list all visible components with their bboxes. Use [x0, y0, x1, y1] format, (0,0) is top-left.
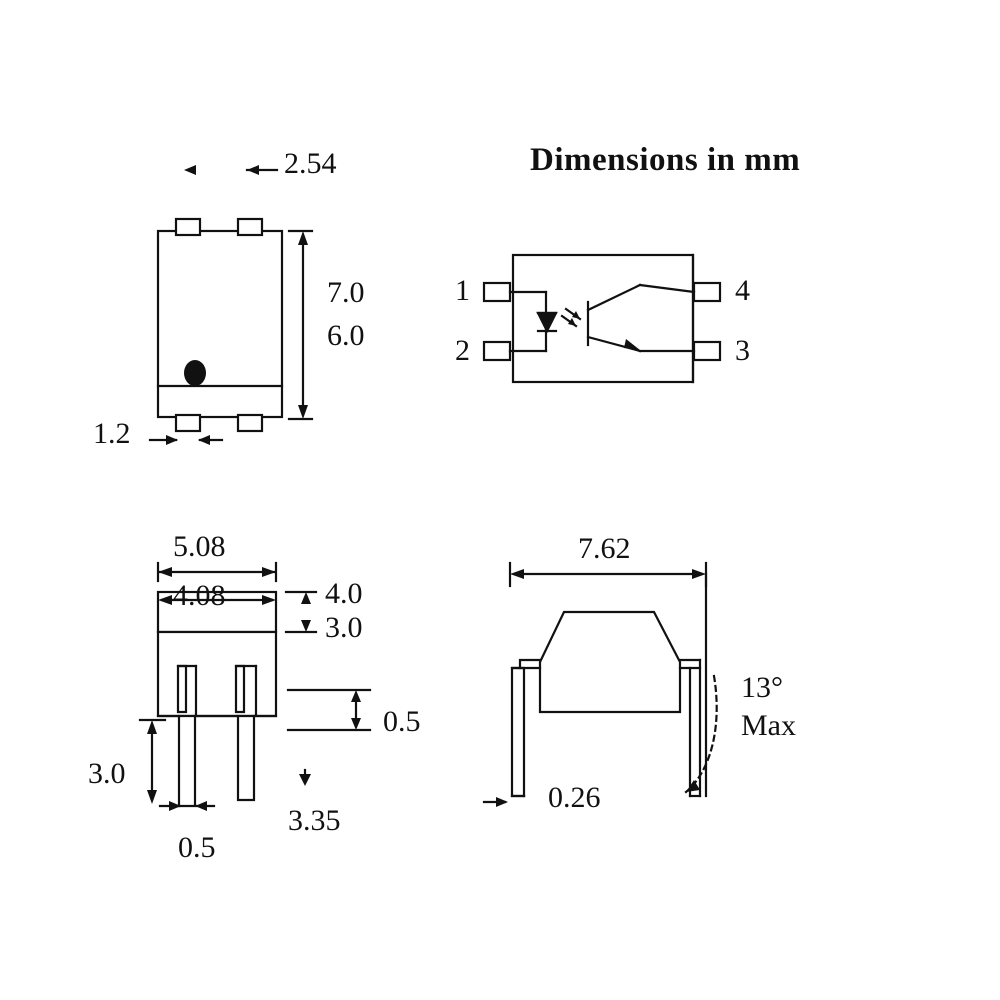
dim-standoff: 0.5 — [383, 705, 421, 738]
dim-body-height-min: 6.0 — [327, 319, 365, 352]
top-view-geometry — [150, 165, 312, 445]
dim-lead-width: 1.2 — [93, 417, 131, 450]
end-view-geometry — [484, 563, 717, 807]
dim-lead-length: 3.0 — [88, 757, 126, 790]
pin-label-2: 2 — [455, 334, 470, 367]
dim-lead-pitch: 2.54 — [284, 147, 337, 180]
schematic-view-geometry — [484, 255, 720, 382]
pin-label-4: 4 — [735, 274, 750, 307]
dim-lead-angle: 13° — [741, 671, 783, 704]
dim-body-width-max: 5.08 — [173, 530, 226, 563]
dim-seating-plane: 3.35 — [288, 804, 341, 837]
dim-body-height-max: 7.0 — [327, 276, 365, 309]
dim-lead-thickness-side: 0.5 — [178, 831, 216, 864]
dim-lead-span: 7.62 — [578, 532, 631, 565]
dim-lead-thickness-end: 0.26 — [548, 781, 601, 814]
dim-body-thickness-min: 3.0 — [325, 611, 363, 644]
pin-label-3: 3 — [735, 334, 750, 367]
page-title: Dimensions in mm — [530, 142, 801, 178]
dim-body-thickness-max: 4.0 — [325, 577, 363, 610]
dim-body-width-min: 4.08 — [173, 579, 226, 612]
pin-label-1: 1 — [455, 274, 470, 307]
dim-lead-angle-note: Max — [741, 709, 796, 742]
